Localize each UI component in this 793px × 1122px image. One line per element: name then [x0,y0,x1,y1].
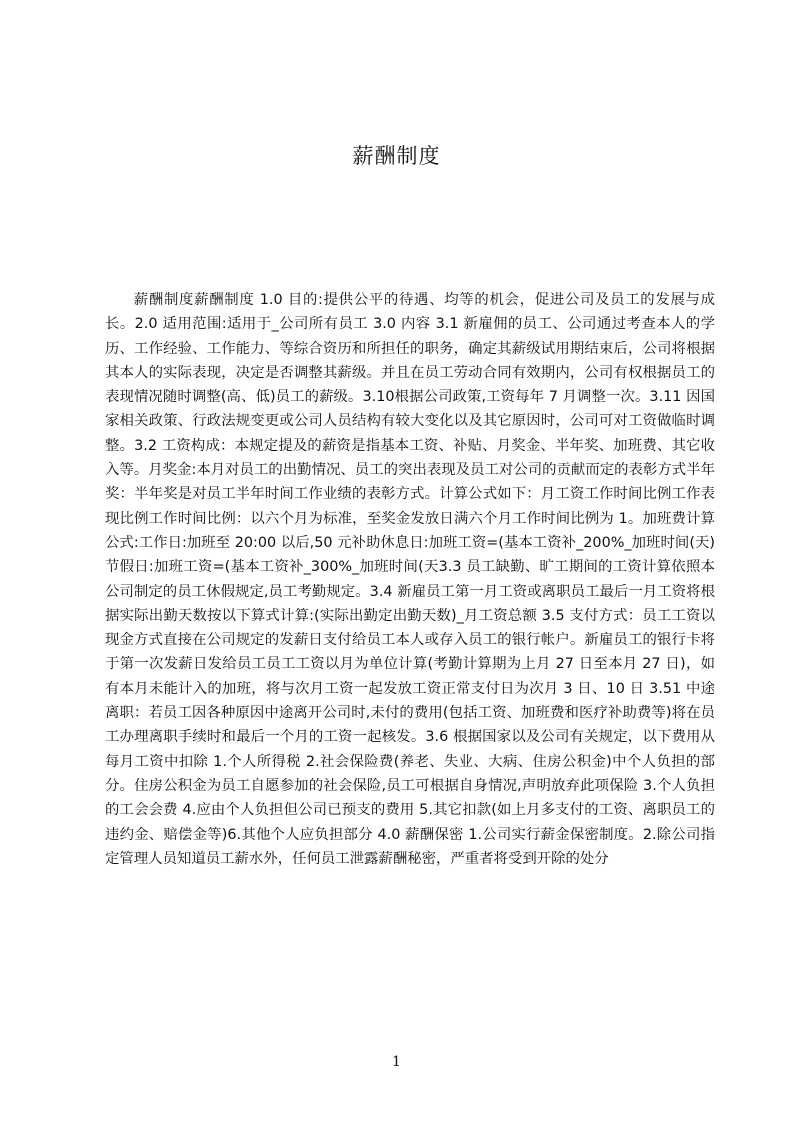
document-title: 薪酬制度 [352,144,441,168]
body-paragraph: 薪酬制度薪酬制度 1.0 目的:提供公平的待遇、均等的机会，促进公司及员工的发展与成长。2.0 适用范围:适用于_公司所有员工 3.0 内容 3.1 新雇佣的员工、公司通过考查本人的学历、工作经验、工作能力、等综合资历和所担任的职务，确定其薪级试用期结束后，公司将根据其本人的实际表现，决定是否调整其薪级。并且在员工劳动合同有效期内，公司有权根据员工的表现情况随时调整(高、低)员工的薪级。3.10根据公司政策,工资每年 7 月调整一次。3.11 因国家相关政策、行政法规变更或公司人员结构有较大变化以及其它原因时，公司可对工资做临时调整。3.2 工资构成：本规定提及的薪资是指基本工资、补贴、月奖金、半年奖、加班费、其它收入等。月奖金:本月对员工的出勤情况、员工的突出表现及员工对公司的贡献而定的表彰方式半年奖：半年奖是对员工半年时间工作业绩的表彰方式。计算公式如下：月工资工作时间比例工作表现比例工作时间比例：以六个月为标准，至奖金发放日满六个月工作时间比例为 1。加班费计算公式:工作日:加班至 20:00 以后,50 元补助休息日:加班工资=(基本工资补_200%_加班时间(天)节假日:加班工资=(基本工资补_300%_加班时间(天3.3 员工缺勤、旷工期间的工资计算依照本公司制定的员工休假规定,员工考勤规定。3.4 新雇员工第一月工资或离职员工最后一月工资将根据实际出勤天数按以下算式计算:(实际出勤定出勤天数)_月工资总额 3.5 支付方式：员工工资以现金方式直接在公司规定的发薪日支付给员工本人或存入员工的银行帐户。新雇员工的银行卡将于第一次发薪日发给员工员工工资以月为单位计算(考勤计算期为上月 27 日至本月 27 日)，如有本月未能计入的加班，将与次月工资一起发放工资正常支付日为次月 3 日、10 日 3.51 中途离职：若员工因各种原因中途离开公司时,未付的费用(包括工资、加班费和医疗补助费等)将在员工办理离职手续时和最后一个月的工资一起核发。3.6 根据国家以及公司有关规定，以下费用从每月工资中扣除 1.个人所得税 2.社会保险费(养老、失业、大病、住房公积金)中个人负担的部分。住房公积金为员工自愿参加的社会保险,员工可根据自身情况,声明放弃此项保险 3.个人负担的工会会费 4.应由个人负担但公司已预支的费用 5.其它扣款(如上月多支付的工资、离职员工的违约金、赔偿金等)6.其他个人应负担部分 4.0 薪酬保密 1.公司实行薪金保密制度。2.除公司指定管理人员知道员工薪水外，任何员工泄露薪酬秘密，严重者将受到开除的处分 [105,292,715,867]
page-number: 1 [392,1054,401,1070]
